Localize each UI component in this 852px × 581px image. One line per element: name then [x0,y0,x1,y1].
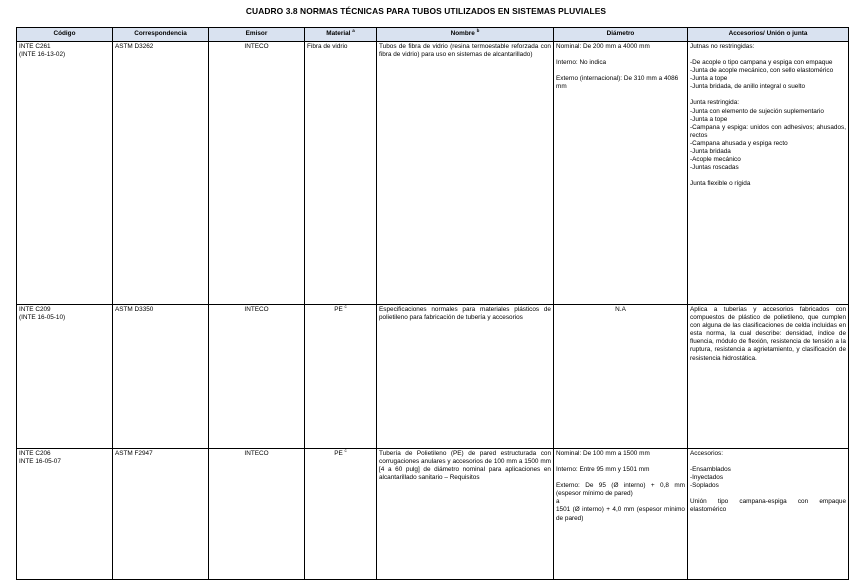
header-correspondencia: Correspondencia [113,28,209,42]
cell-accesorios [688,449,849,580]
cell-codigo [17,42,113,305]
cell-line: Externo (internacional): De 310 mm a 4086 mm [556,75,679,91]
cell-line [690,91,846,99]
header-diametro: Diámetro [554,28,688,42]
cell-line: Unión tipo campana-espiga con empaque elastomérico [690,498,846,514]
cell-line: -Ensamblados [690,466,731,474]
header-accesorios: Accesorios/ Unión o junta [688,28,849,42]
table-body [17,42,849,580]
cell-nombre: Especificaciones normales para materiales plásticos de polietileno para fabricación de tubería y accesorios [377,305,554,449]
cell-line: -Juntas roscadas [690,164,739,172]
table-row [17,449,849,580]
cell-line: Externo: De 95 (Ø interno) + 0,8 mm (espesor mínimo de pared) [556,482,685,498]
cell-line: a [556,498,560,506]
cell-line: INTE C209 [19,306,51,313]
cell-line: Interno: No indica [556,59,607,67]
cell-line: Junta restringida: [690,99,740,107]
table-caption: CUADRO 3.8 NORMAS TÉCNICAS PARA TUBOS UTILIZADOS EN SISTEMAS PLUVIALES [245,6,607,16]
cell-material-sup: c [344,303,347,309]
cell-diametro [554,42,688,305]
cell-emisor: INTECO [209,449,305,580]
header-nombre-sup: b [476,28,480,34]
cell-line: N.A [615,306,626,313]
cell-line: -Campana ahusada y espiga recto [690,139,788,147]
cell-line: -Junta bridada, de anillo integral o suelto [690,83,806,91]
cell-codigo [17,305,113,449]
cell-line: Junta flexible o rígida [690,180,751,188]
cell-correspondencia: ASTM F2947 [113,449,209,580]
cell-nombre: Tubería de Polietileno (PE) de pared estructurada con corrugaciones anulares y accesorios de 100 mm a 1500 mm [4 a 60 pulg] de diámetro nominal para aplicaciones en alcantarillado sanitario – Requisitos [377,449,554,580]
cell-material-sup: c [344,447,347,453]
cell-correspondencia: ASTM D3262 [113,42,209,305]
header-material [305,28,377,42]
cell-line: Interno: Entre 95 mm y 1501 mm [556,466,650,474]
cell-material-label: PE [334,450,343,457]
cell-line: -Soplados [690,482,719,490]
cell-line: INTE C206 [19,450,51,457]
cell-line: Aplica a tuberías y accesorios fabricados con compuestos de plástico de polietileno, que cumplen con alguna de las clasificaciones de celda incluidas en esta norma, la cual describe: densidad, índice de fluencia, módulo de flexión, resistencia de tensión a la ruptura, resistencia a agrietamiento, y clasificación de resistencia hidrostática. [690,306,846,362]
cell-line [556,474,685,482]
cell-line: Accesorios: [690,450,724,457]
header-material-sup: a [352,28,355,34]
cell-line: INTE 16-05-07 [19,458,61,466]
cell-line: -Acople mecánico [690,156,741,164]
cell-correspondencia: ASTM D3350 [113,305,209,449]
cell-emisor: INTECO [209,42,305,305]
cell-line: Nominal: De 100 mm a 1500 mm [556,450,650,457]
cell-line: -Junta a tope [690,75,728,83]
cell-line: Jutnas no restringidas: [690,43,755,50]
cell-nombre: Tubos de fibra de vidrio (resina termoestable reforzada con fibra de vidrio) para uso en sistemas de alcantarillado) [377,42,554,305]
cell-line: -Junta a tope [690,115,728,123]
cell-accesorios [688,42,849,305]
cell-line: -De acople o tipo campana y espiga con empaque [690,59,833,67]
cell-line [690,490,846,498]
cell-line: -Junta con elemento de sujeción suplementario [690,107,824,115]
cell-emisor: INTECO [209,305,305,449]
table-row [17,305,849,449]
cell-line [690,172,846,180]
cell-line: (INTE 16-13-02) [19,51,66,59]
cell-material [305,42,377,305]
cell-line: (INTE 16-05-10) [19,314,66,322]
cell-line: 1501 (Ø interno) + 4,0 mm (espesor mínimo de pared) [556,506,685,522]
header-nombre-label: Nombre [450,30,475,38]
cell-diametro [554,305,688,449]
cell-line [556,458,685,466]
cell-line [690,51,846,59]
cell-diametro [554,449,688,580]
header-emisor: Emisor [209,28,305,42]
cell-line: -Campana y espiga: unidos con adhesivos; ahusados, rectos [690,123,846,139]
header-row [17,28,849,42]
cell-codigo [17,449,113,580]
cell-line: INTE C261 [19,43,51,50]
cell-line: -Junta de acople mecánico, con sello elastomérico [690,67,834,75]
cell-material [305,305,377,449]
cell-material [305,449,377,580]
cell-line [556,51,685,59]
cell-material-label: PE [334,306,343,313]
header-nombre [377,28,554,42]
header-codigo: Código [17,28,113,42]
cell-accesorios [688,305,849,449]
cell-line: -Inyectados [690,474,724,482]
cell-line: Nominal: De 200 mm a 4000 mm [556,43,650,50]
cell-line [690,458,846,466]
cell-line [556,67,685,75]
header-material-label: Material [326,30,351,38]
cell-material-label: Fibra de vidrio [307,43,348,50]
table-row [17,42,849,305]
cell-line: -Junta bridada [690,148,731,156]
standards-table [16,27,849,580]
